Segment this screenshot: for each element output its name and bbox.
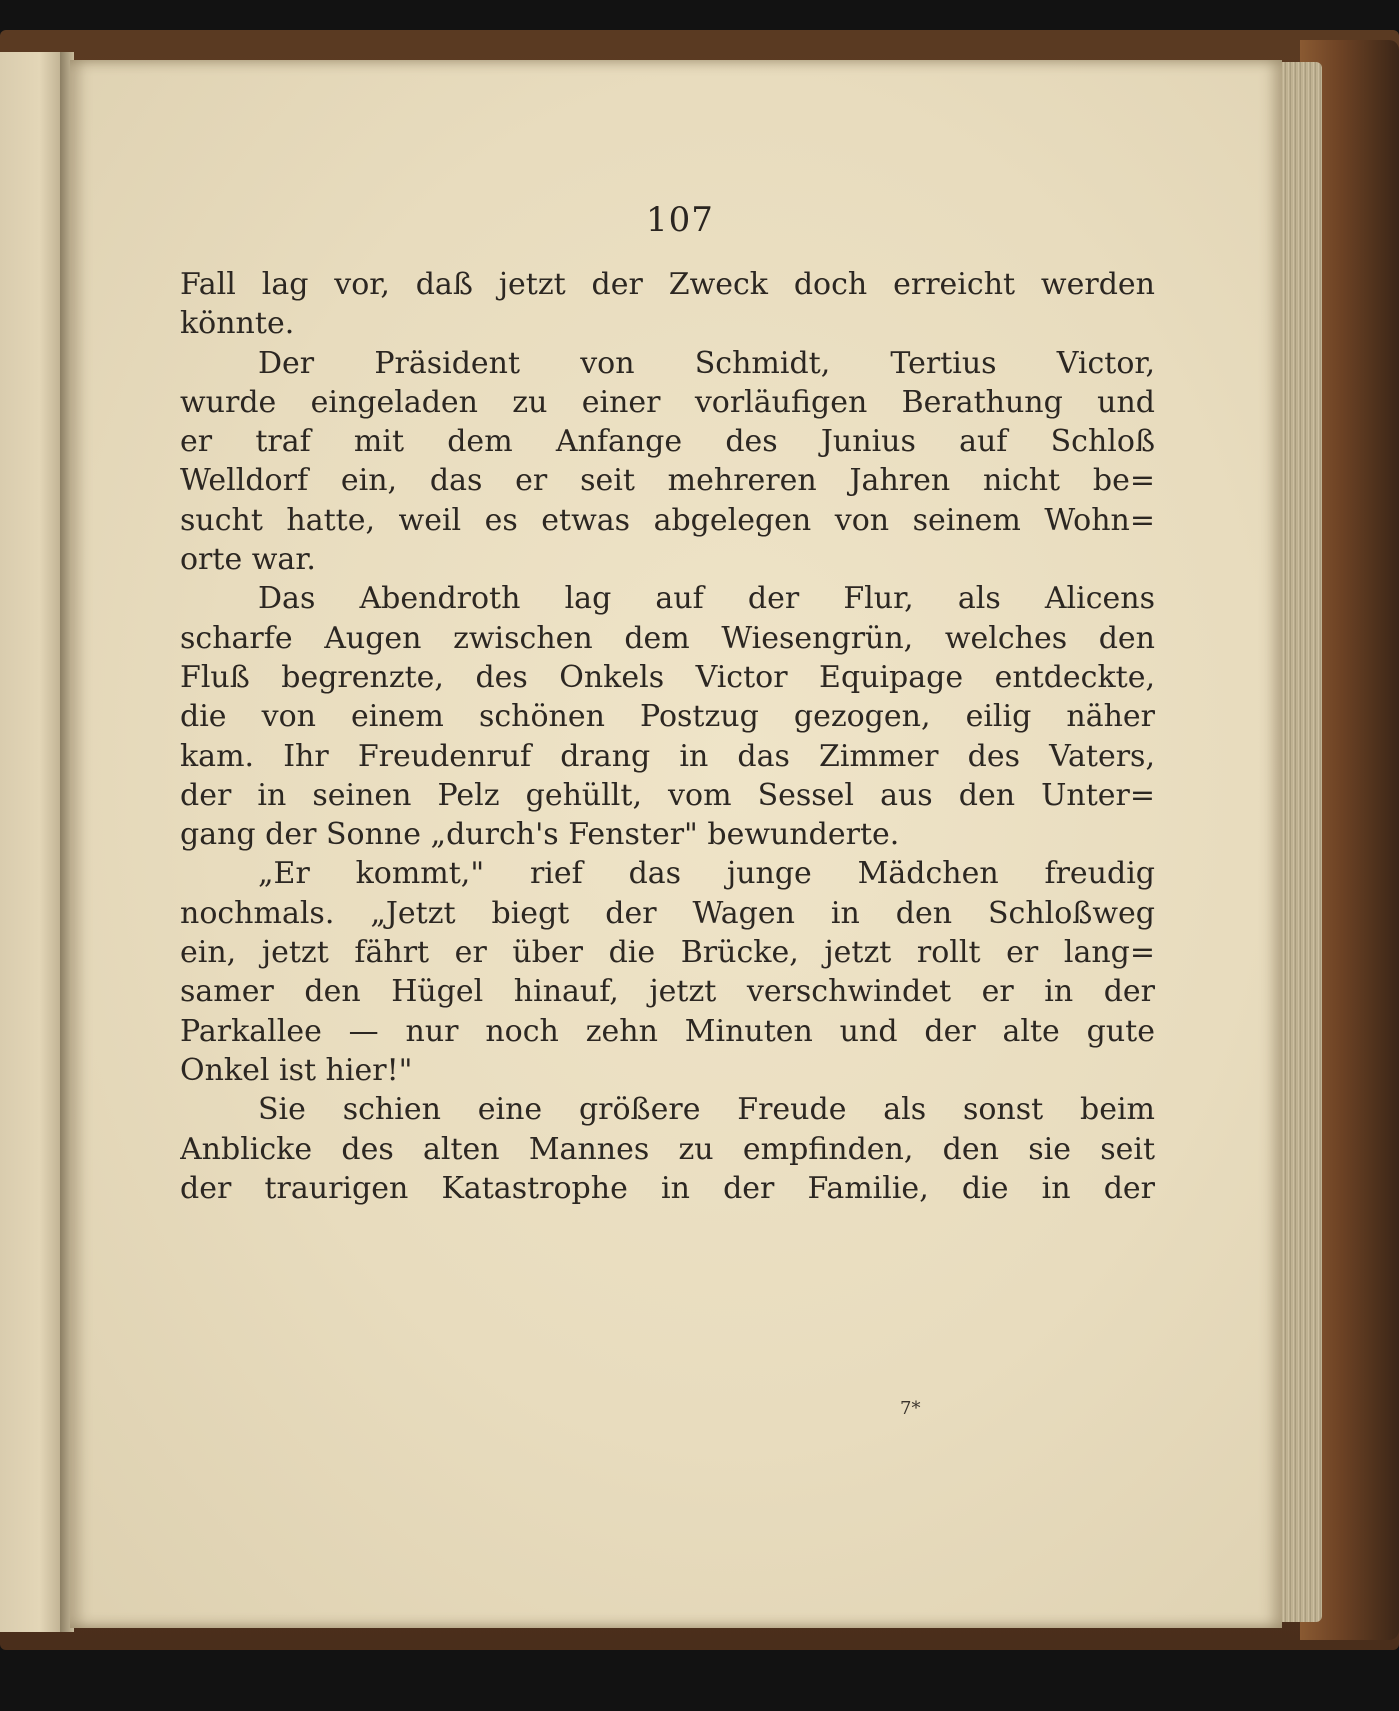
text-line: gang der Sonne „durch's Fenster" bewunderte. [180, 817, 900, 853]
text-line: ein, jetzt fährt er über die Brücke, jetzt rollt er lang= [180, 935, 1155, 971]
text-line: der in seinen Pelz gehüllt, vom Sessel aus den Unter= [180, 777, 1155, 813]
text-line: könnte. [180, 306, 295, 342]
text-line: Fluß begrenzte, des Onkels Victor Equipage entdeckte, [180, 659, 1155, 695]
text-line: Welldorf ein, das er seit mehreren Jahren nicht be= [180, 463, 1155, 499]
text-line: scharfe Augen zwischen dem Wiesengrün, welches den [180, 620, 1155, 656]
text-line: „Er kommt," rief das junge Mädchen freudig [258, 856, 1155, 892]
book-page [70, 60, 1282, 1628]
body-text [180, 265, 1155, 1208]
signature-mark: 7* [900, 1398, 921, 1419]
text-line: die von einem schönen Postzug gezogen, eilig näher [180, 699, 1155, 735]
text-line: Fall lag vor, daß jetzt der Zweck doch erreicht werden [180, 267, 1155, 302]
text-line: sucht hatte, weil es etwas abgelegen von seinem Wohn= [180, 502, 1155, 538]
text-line: Der Präsident von Schmidt, Tertius Victor, [258, 345, 1155, 381]
text-line: orte war. [180, 542, 316, 578]
text-line: kam. Ihr Freudenruf drang in das Zimmer des Vaters, [180, 738, 1155, 774]
text-line: Parkallee — nur noch zehn Minuten und der alte gute [180, 1013, 1155, 1049]
text-line: Anblicke des alten Mannes zu empfinden, den sie seit [180, 1131, 1155, 1167]
left-page-sliver [0, 52, 66, 1632]
text-line: Das Abendroth lag auf der Flur, als Alicens [258, 581, 1155, 617]
text-line: Onkel ist hier!" [180, 1052, 413, 1088]
text-line: der traurigen Katastrophe in der Familie, die in der [180, 1170, 1155, 1206]
text-line: samer den Hügel hinauf, jetzt verschwindet er in der [180, 974, 1155, 1010]
page-number: 107 [646, 200, 714, 240]
text-line: nochmals. „Jetzt biegt der Wagen in den Schloßweg [180, 895, 1155, 931]
text-line: Sie schien eine größere Freude als sonst beim [258, 1092, 1155, 1128]
text-line: er traf mit dem Anfange des Junius auf Schloß [180, 424, 1155, 460]
text-line: wurde eingeladen zu einer vorläufigen Berathung und [180, 384, 1155, 420]
